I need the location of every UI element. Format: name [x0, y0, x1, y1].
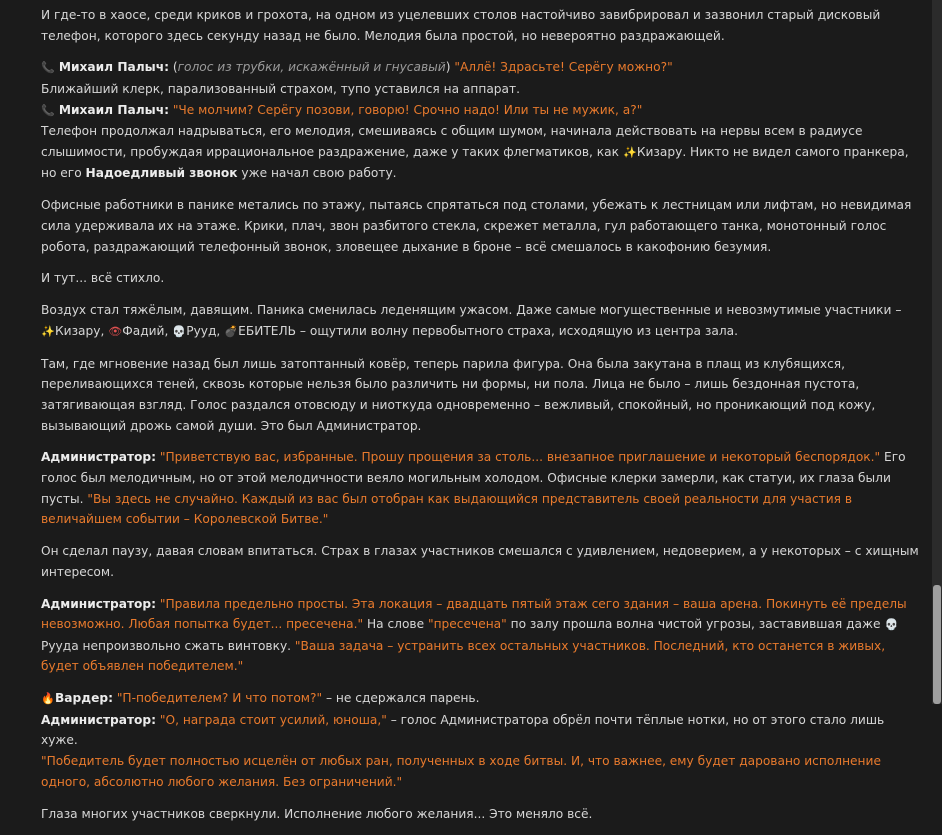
- narration-clerk: [41, 79, 921, 100]
- paragraph-heavy-air: [41, 300, 921, 342]
- text: . Никто не видел самого пранкера, но его: [41, 144, 909, 181]
- paragraph-pause: [41, 541, 921, 582]
- fire-icon: 🔥: [41, 692, 55, 706]
- participant-name: Кизару: [636, 144, 683, 159]
- stage-direction: голос из трубки, искажённый и гнусавый: [177, 60, 446, 75]
- text: Рууда непроизвольно сжать винтовку.: [41, 638, 292, 653]
- phone-icon: 📞: [41, 61, 55, 75]
- paragraph-phone-rings: [41, 5, 921, 46]
- text: Его голос был мелодичным, но от этой мелодичности веяло могильным холодом. Офисные клерки замерли, как статуи, их глаза были пусты.: [41, 450, 906, 506]
- speaker-name: Администратор:: [41, 712, 157, 727]
- text: На слове: [366, 617, 425, 632]
- skull-icon: 💀: [172, 324, 187, 338]
- speaker-name: Администратор:: [41, 596, 157, 611]
- sparkle-icon: ✨: [41, 324, 55, 338]
- paragraph-eyes-sparkle: [41, 804, 921, 825]
- dialogue-line-varder: [41, 688, 921, 710]
- speech: "Аллё! Здрасьте! Серёгу можно?": [454, 60, 673, 75]
- text: И где-то в хаосе, среди криков и грохота, на одном из уцелевших столов настойчиво завибрировал и зазвонил старый дисковый телефон, которого здесь секунду назад не было. Мелодия была простой, но невероятно раздражающей.: [41, 8, 881, 43]
- paragraph-office-panic: [41, 195, 921, 257]
- speaker-name: Михаил Палыч:: [58, 60, 169, 75]
- speaker-name: Вардер:: [55, 691, 113, 706]
- paragraph-phone-annoying: [41, 121, 921, 184]
- paragraph-admin-reward: [41, 710, 921, 792]
- participant-name: ЕБИТЕЛЬ: [238, 323, 297, 338]
- eye-icon: 👁: [108, 324, 123, 338]
- text: Воздух стал тяжёлым, давящим. Паника сменилась леденящим ужасом. Даже самые могущественные и невозмутимые участники –: [41, 303, 902, 318]
- dialogue-line-mikhail-1: [41, 57, 921, 79]
- text: Там, где мгновение назад был лишь затоптанный ковёр, теперь парила фигура. Она была закутана в плащ из клубящихся, переливающихся теней, сквозь которые нельзя было различить ни формы, ни пола. Лица не было – лишь бездонная пустота, затягивающая взгляд. Голос раздался отовсюду и ниоткуда одновременно – вежливый, спокойный, но проникающий под кожу, вызывающий дрожь самой души. Это был Администратор.: [41, 356, 876, 433]
- speech: "Победитель будет полностью исцелён от любых ран, полученных в ходе битвы. И, что важнее, ему будет даровано исполнение одного, абсолютно любого желания. Без ограничений.": [41, 754, 881, 789]
- participant-name: Фадий,: [122, 323, 169, 338]
- vertical-scrollbar[interactable]: [932, 0, 942, 704]
- text: – ощутили волну первобытного страха, исходящую из центра зала.: [299, 323, 738, 338]
- paragraph-admin-rules: [41, 594, 921, 677]
- scrollbar-thumb[interactable]: [933, 585, 941, 704]
- text: Он сделал паузу, давая словам впитаться. Страх в глазах участников смешался с удивлением, недоверием, а у некоторых – с хищным интересом.: [41, 544, 919, 579]
- text: И тут... всё стихло.: [41, 271, 165, 286]
- text: уже начал свою работу.: [241, 166, 397, 181]
- text: Телефон продолжал надрываться, его мелодия, смешиваясь с общим шумом, начинала действовать на нервы всем в радиусе слышимости, пробуждая иррациональное раздражение, даже у таких флегматиков, как: [41, 124, 863, 159]
- text: – не сдержался парень.: [325, 691, 480, 706]
- participant-name: Рууд,: [186, 323, 221, 338]
- ability-name: Надоедливый звонок: [85, 166, 238, 181]
- paren-open: (: [172, 60, 178, 75]
- paren-close: ): [445, 60, 451, 75]
- speaker-name: Михаил Палыч:: [58, 102, 169, 117]
- speech: "Вы здесь не случайно. Каждый из вас был отобран как выдающийся представитель своей реальности для участия в величайшем событии – Королевской Битве.": [41, 491, 853, 527]
- speaker-name: Администратор:: [41, 450, 157, 465]
- speech: "Приветствую вас, избранные. Прошу прощения за столь... внезапное приглашение и некоторый беспорядок.": [159, 450, 881, 465]
- speech: "пресечена": [427, 617, 507, 632]
- paragraph-figure: [41, 354, 921, 436]
- skull-icon: 💀: [884, 618, 899, 632]
- text: по залу прошла волна чистой угрозы, заставившая даже: [510, 617, 881, 632]
- paragraph-admin-greeting: [41, 447, 921, 529]
- dialogue-line-mikhail-2: [41, 100, 921, 122]
- speech: "Че молчим? Серёгу позови, говорю! Срочно надо! Или ты не мужик, а?": [172, 102, 643, 117]
- phone-icon: 📞: [41, 103, 55, 117]
- paragraph-silence: [41, 268, 921, 289]
- speech: "Ваша задача – устранить всех остальных участников. Последний, кто останется в живых, будет объявлен победителем.": [41, 638, 886, 674]
- text: Глаза многих участников сверкнули. Исполнение любого желания... Это меняло всё.: [41, 806, 593, 821]
- text: Офисные работники в панике метались по этажу, пытаясь спрятаться под столами, убежать к лестницам или лифтам, но невидимая сила удерживала их на этаже. Крики, плач, звон разбитого стекла, скрежет металла, гул работающего танка, монотонный голос робота, раздражающий телефонный звонок, зловещее дыхание в броне – всё смешалось в какофонию безумия.: [41, 198, 912, 254]
- chat-message-body: [41, 5, 921, 835]
- speech: "П-победителем? И что потом?": [116, 691, 323, 706]
- participant-name: Кизару,: [55, 323, 105, 338]
- text: Ближайший клерк, парализованный страхом, тупо уставился на аппарат.: [41, 82, 520, 97]
- sparkle-icon: ✨: [622, 145, 637, 159]
- speech: "О, награда стоит усилий, юноша,": [159, 712, 387, 727]
- speech: "Правила предельно просты. Эта локация – двадцать пятый этаж сего здания – ваша арена. Покинуть её пределы невозможно. Любая попытка будет... пресечена.": [41, 596, 907, 632]
- bomb-icon: 💣: [224, 324, 239, 338]
- text: – голос Администратора обрёл почти тёплые нотки, но от этого стало лишь хуже.: [41, 712, 885, 748]
